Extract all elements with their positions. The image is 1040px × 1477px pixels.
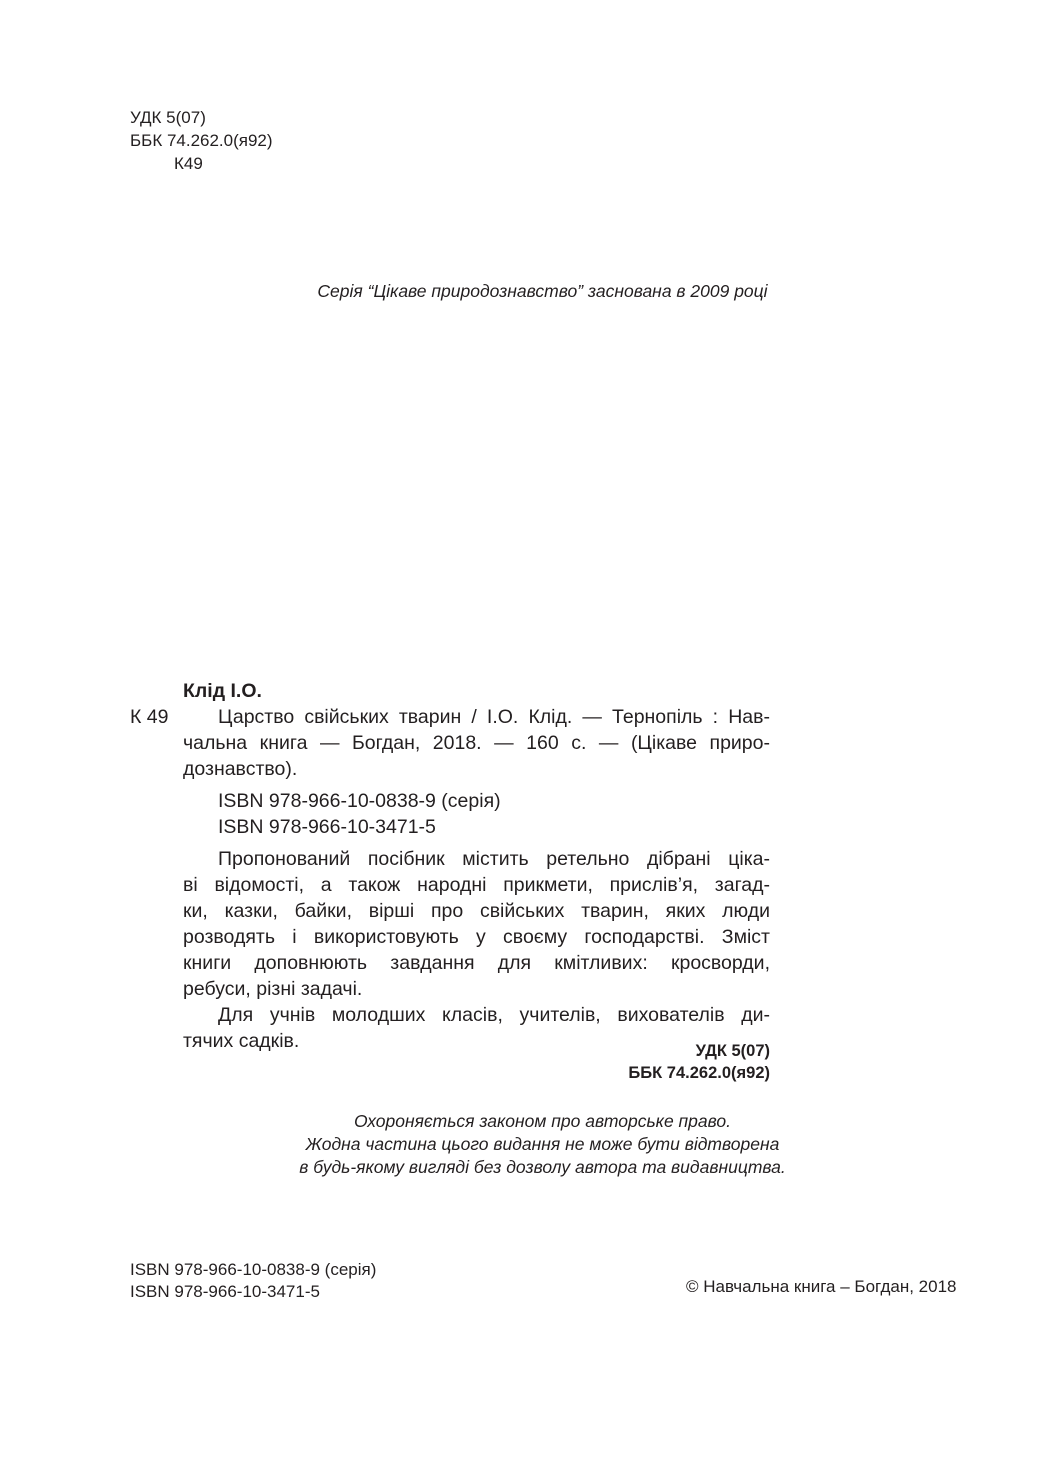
top-classification-codes [130,106,273,175]
isbn-book: ISBN 978-966-10-3471-5 [130,1282,320,1301]
description-line: Царство свійських тварин / І.О. Клід. — Тернопіль : Нав- [218,706,770,728]
abstract-line: розводять і використовують у своєму господарстві. Зміст [183,926,770,948]
card-code: К 49 [130,706,169,728]
card-isbn-series: ISBN 978-966-10-0838-9 (серія) [218,790,501,812]
description-line: дознавство). [183,758,298,780]
abstract-line: ки, казки, байки, вірші про свійських тварин, яких люди [183,900,770,922]
card-classification-codes [628,1040,770,1084]
audience-line: Для учнів молодших класів, учителів, вихователів ди- [218,1004,770,1026]
abstract-line: ребуси, різні задачі. [183,978,363,1000]
isbn-series: ISBN 978-966-10-0838-9 (серія) [130,1260,377,1279]
card-isbn-book: ISBN 978-966-10-3471-5 [218,816,436,838]
author-mark: К49 [174,154,203,173]
audience-line: тячих садків. [183,1030,300,1052]
copyright-line: © Навчальна книга – Богдан, 2018 [686,1277,957,1296]
notice-line: Жодна частина цього видання не може бути відтворена [305,1134,780,1154]
card-author: Клід І.О. [183,680,262,702]
description-line: чальна книга — Богдан, 2018. — 160 с. — (Цікаве приро- [183,732,770,754]
series-note: Серія “Цікаве природознавство” заснована в 2009 році [317,281,768,301]
bottom-isbn-block [130,1259,376,1303]
bbk-code: ББК 74.262.0(я92) [130,131,273,150]
notice-line: в будь-якому вигляді без дозволу автора та видавництва. [299,1157,786,1177]
card-udk-code: УДК 5(07) [695,1042,770,1060]
abstract-line: Пропонований посібник містить ретельно дібрані ціка- [218,848,770,870]
notice-line: Охороняється законом про авторське право. [354,1111,731,1131]
card-text [183,704,770,1054]
abstract-line: ві відомості, а також народні прикмети, прислів’я, загад- [183,874,770,896]
abstract-line: книги доповнюють завдання для кмітливих: кросворди, [183,952,770,974]
udk-code: УДК 5(07) [130,108,206,127]
card-bbk-code: ББК 74.262.0(я92) [628,1064,770,1082]
copyright-notice [0,1110,1040,1179]
